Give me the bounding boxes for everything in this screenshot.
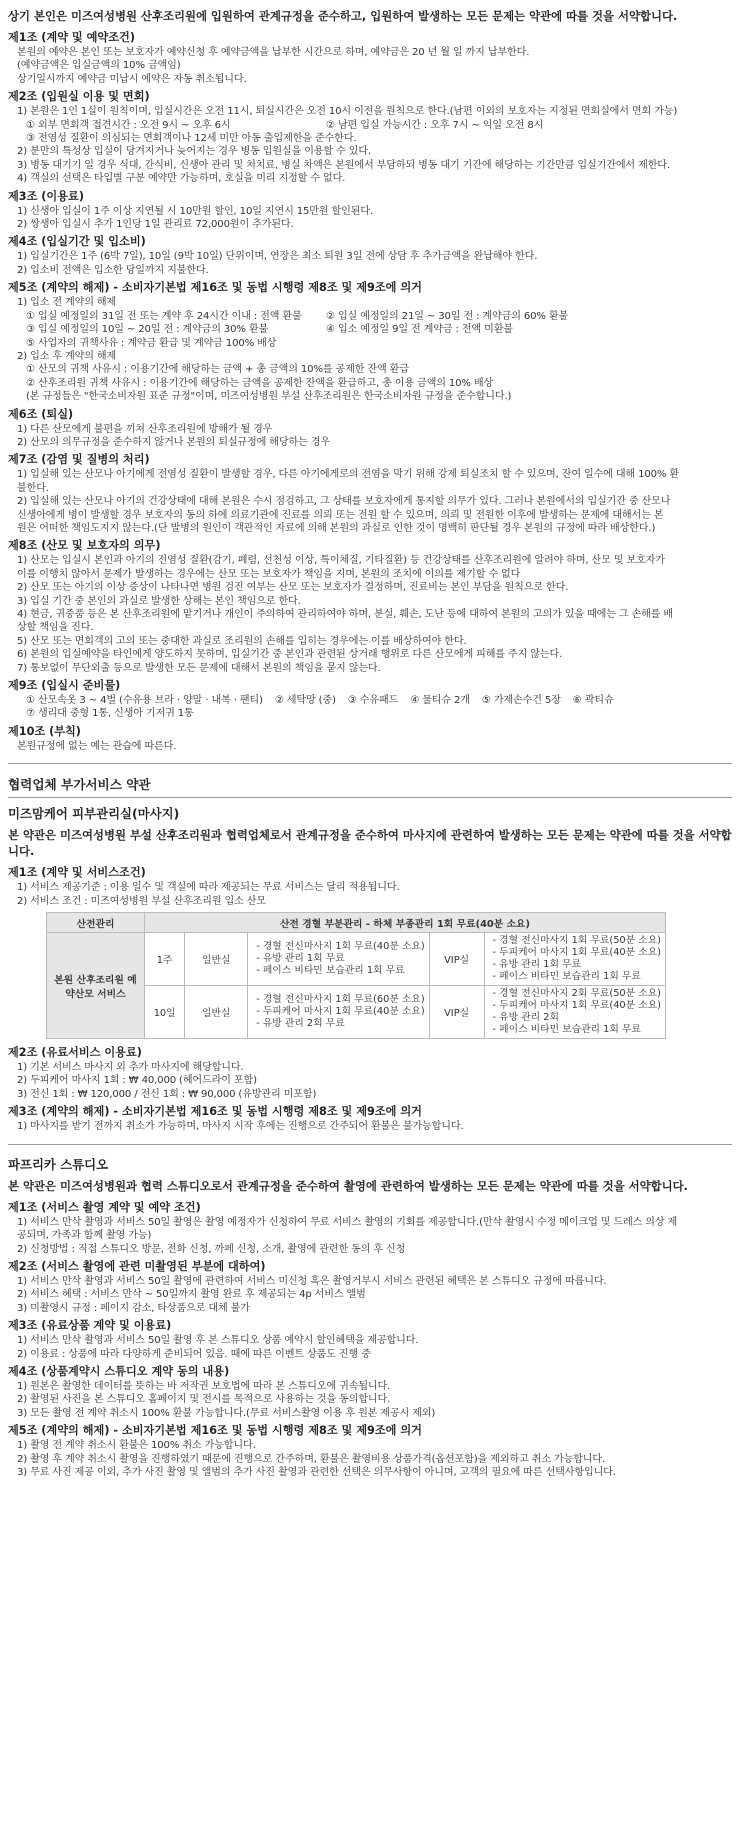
table-row-label: 본원 산후조리원 예약산모 서비스 [47, 933, 145, 1039]
studio-article [8, 1423, 732, 1479]
postpartum-article-title: 제10조 (부칙) [8, 724, 81, 738]
postpartum-article-line: 1) 다른 산모에게 불편을 끼쳐 산후조리원에 방해가 될 경우 [17, 423, 273, 435]
massage-article-1-line: 2) 서비스 조건 : 미즈여성병원 부설 산후조리원 입소 산모 [17, 895, 266, 907]
studio-article-line: 1) 원본은 촬영한 데이터를 뜻하는 바 저작권 보호법에 따라 본 스튜디오에 귀속됩니다. [17, 1380, 391, 1392]
service-item: - 경혈 전신마사지 1회 무료(60분 소요) [264, 994, 425, 1006]
vip-room-cell: VIP실 [429, 986, 484, 1039]
postpartum-article-title: 제7조 (감염 및 질병의 처리) [8, 453, 150, 467]
postpartum-article-line [8, 119, 732, 132]
studio-article-line: 1) 촬영 전 계약 취소시 환불은 100% 취소 가능합니다. [17, 1440, 256, 1452]
postpartum-article-line: ③ 전염성 질환이 의심되는 면회객이나 12세 미만 아동 출입제한을 준수한다. [26, 133, 357, 145]
studio-article-line: 1) 서비스 만삭 촬영과 서비스 50일 촬영 후 본 스튜디오 상품 예약시 할인혜택을 제공합니다. [17, 1335, 419, 1347]
massage-article-1-line: 1) 서비스 제공기준 : 이용 일수 및 객실에 따라 제공되는 무료 서비스는 달리 적용됩니다. [17, 882, 400, 894]
vip-services-cell [484, 986, 666, 1039]
studio-article [8, 1259, 732, 1315]
massage-article-3-title: 제3조 (계약의 해제) - 소비자기본법 제16조 및 동법 시행령 제8조 및 제9조에 의거 [8, 1105, 422, 1119]
service-item: - 두피케어 마사지 1회 무료(40분 소요) [501, 1000, 662, 1012]
massage-article-2-title: 제2조 (유료서비스 이용료) [8, 1046, 142, 1060]
article-line-item: ④ 입소 예정일 9일 전 계약금 : 전액 미환불 [326, 324, 513, 336]
postpartum-article-line: ① 산모의 귀책 사유시 : 이용기간에 해당하는 금액 + 총 금액의 10%를 공제한 잔액 환급 [26, 364, 409, 376]
postpartum-article-line: 2) 입소비 전액은 입소한 당일까지 지불한다. [17, 264, 209, 276]
postpartum-article-line: 상할 책임을 진다. [17, 622, 94, 634]
service-item: - 유방 관리 1회 무료 [501, 959, 662, 971]
postpartum-article-line: 6) 본원의 입실예약을 타인에게 양도하지 못하며, 입실기간 중 본인과 관련된 상거래 행위로 다른 산모에게 피해를 주지 않는다. [17, 649, 563, 661]
studio-article-title: 제1조 (서비스 촬영 계약 및 예약 조건) [8, 1200, 201, 1214]
divider [8, 1144, 732, 1145]
postpartum-article-line: 이를 이행치 않아서 문제가 발생하는 경우에는 산모 또는 보호자가 책임을 지며, 본원의 조치에 이의를 제기할 수 없다 [17, 568, 521, 580]
postpartum-article-line: ⑦ 생리대 중형 1통, 신생아 기저귀 1통 [26, 708, 194, 720]
studio-article-line: 2) 촬영된 사진을 본 스튜디오 홈페이지 및 전시를 목적으로 사용하는 것을 동의합니다. [17, 1394, 391, 1406]
postpartum-article-title: 제9조 (입실시 준비물) [8, 679, 121, 693]
postpartum-article-line: (본 규정들은 "한국소비자원 표준 규정"이며, 미즈여성병원 부설 산후조리원은 한국소비자원 규정을 준수합니다.) [26, 391, 512, 403]
postpartum-article-line [8, 323, 732, 336]
article-line-item: ① 외부 면회객 접견시간 : 오전 9시 ~ 오후 6시 [26, 119, 231, 131]
massage-article-1-title: 제1조 (계약 및 서비스조건) [8, 866, 146, 880]
postpartum-article-line: 4) 현금, 귀중품 등은 본 산후조리원에 맡기거나 개인이 주의하여 관리하여야 하며, 분실, 훼손, 도난 등에 대하여 본원의 고의가 있을 때에는 그 손해를 배 [17, 609, 674, 620]
studio-articles [8, 1200, 732, 1480]
vip-room-cell: VIP실 [429, 933, 484, 986]
postpartum-article-line: 3) 입실 기간 중 본인의 과실로 발생한 상해는 본인 책임으로 한다. [17, 595, 301, 607]
postpartum-article-line: 1) 입실해 있는 산모나 아기에게 전염성 질환이 발생할 경우, 다른 아기에게로의 전염을 막기 위해 강제 퇴실조치 할 수 있으며, 잔여 일수에 대해 100% 환 [17, 469, 680, 481]
postpartum-article-line: 본원의 예약은 본인 또는 보호자가 예약신청 후 예약금액을 납부한 시간으로 하며, 예약금은 20 년 월 일 까지 납부한다. [17, 47, 530, 58]
postpartum-article-line: 상기일시까지 예약금 미납시 예약은 자동 취소됩니다. [17, 73, 247, 85]
massage-article-3-line: 1) 마사지를 받기 전까지 취소가 가능하며, 마사지 시작 후에는 진행으로 간주되어 환불은 불가능합니다. [17, 1121, 464, 1133]
postpartum-article-line: 1) 입실기간은 1주 (6박 7일), 10일 (9박 10일) 단위이며, 연장은 최소 퇴원 3일 전에 상담 후 추가금액을 완납해야 한다. [17, 251, 538, 263]
postpartum-article [8, 89, 732, 185]
postpartum-article-line: ⑤ 사업자의 귀책사유 : 계약금 환급 및 계약금 100% 배상 [26, 337, 277, 349]
postpartum-article-title: 제8조 (산모 및 보호자의 의무) [8, 539, 161, 553]
postpartum-article-line [8, 310, 732, 323]
service-item: - 페이스 비타민 보습관리 1회 무료 [264, 965, 425, 977]
service-item: - 경혈 전신마사지 1회 무료(40분 소요) [264, 941, 425, 953]
postpartum-article-line: 7) 통보없이 무단외출 등으로 발생한 모든 문제에 대해서 본원의 책임을 묻지 않는다. [17, 662, 381, 674]
studio-article-line: 3) 미촬영시 규정 : 페이지 감소, 타상품으로 대체 불가 [17, 1302, 250, 1314]
postpartum-article-line: 불한다. [17, 482, 49, 494]
postpartum-article-line: 1) 본원은 1인 1실이 원칙이며, 입실시간은 오전 11시, 퇴실시간은 오전 10시 이전을 원칙으로 한다.(남편 이외의 보호자는 지정된 면회실에서 면회 가능) [17, 106, 678, 118]
postpartum-article-line: 2) 산모의 의무규정을 준수하지 않거나 본원의 퇴실규정에 해당하는 경우 [17, 436, 330, 448]
studio-article-line: 3) 무료 사진 제공 이외, 추가 사진 촬영 및 앨범의 추가 사진 촬영과 관련한 선택은 의무사항이 아니며, 고객의 필요에 따른 선택사항입니다. [17, 1466, 616, 1478]
studio-article-line: 1) 서비스 만삭 촬영과 서비스 50일 촬영은 촬영 예정자가 신청하여 무료 서비스 촬영의 기회를 제공합니다.(만삭 촬영시 수정 메이크업 및 드레스 의상 제 [17, 1216, 678, 1228]
table-header-prenatal-desc: 산전 경혈 부분관리 - 하체 부종관리 1회 무료(40분 소요) [144, 913, 665, 933]
service-item: - 경혈 전신마사지 2회 무료(50분 소요) [501, 988, 662, 1000]
postpartum-article [8, 724, 732, 753]
postpartum-article-title: 제3조 (이용료) [8, 189, 84, 203]
room-cell: 일반실 [185, 933, 248, 986]
service-item: - 경혈 전신마사지 1회 무료(50분 소요) [501, 935, 662, 947]
service-item: - 두피케어 마사지 1회 무료(40분 소요) [501, 947, 662, 959]
postpartum-article [8, 452, 732, 535]
postpartum-article-line: 원은 어떠한 책임도지지 않는다.(단 발병의 원인이 객관적인 자료에 의해 본원의 과실로 인한 것이 명백히 판단될 경우 본원의 규정에 따라 배상한다.) [17, 522, 656, 534]
studio-article-line: 2) 이용료 : 상품에 따라 다양하게 준비되어 있음. 때에 따른 이벤트 상품도 진행 중 [17, 1348, 371, 1360]
studio-intro: 본 약관은 미즈여성병원과 협력 스튜디오로서 관계규정을 준수하여 촬영에 관련하여 발생하는 모든 문제는 약관에 따를 것을 서약합니다. [8, 1178, 689, 1193]
article-line-item: ③ 수유패드 [347, 695, 399, 707]
postpartum-article [8, 407, 732, 450]
service-item: - 유방 관리 2회 [501, 1012, 662, 1024]
massage-service-table [46, 912, 666, 1039]
postpartum-article-line: 2) 산모 또는 아기의 이상 증상이 나타나면 병원 검진 여부는 산모 또는 보호자가 결정하며, 진료비는 본인 부담을 원칙으로 한다. [17, 582, 569, 594]
studio-article-line: 2) 서비스 혜택 : 서비스 만삭 ~ 50일까지 촬영 완료 후 제공되는 4p 서비스 앨범 [17, 1289, 366, 1301]
room-cell: 일반실 [185, 986, 248, 1039]
postpartum-article-line: 본원규정에 없는 예는 관습에 따른다. [17, 740, 177, 752]
studio-article-line: 3) 모든 촬영 전 계약 취소시 100% 환불 가능합니다.(무료 서비스촬영 이용 후 원본 제공시 제외) [17, 1407, 436, 1419]
studio-article [8, 1364, 732, 1420]
postpartum-article-title: 제5조 (계약의 해제) - 소비자기본법 제16조 및 동법 시행령 제8조 및 제9조에 의거 [8, 281, 422, 295]
service-item: - 페이스 비타민 보습관리 1회 무료 [501, 971, 662, 983]
studio-article [8, 1318, 732, 1361]
studio-article-line: 2) 촬영 후 계약 취소시 촬영을 진행하였기 때문에 진행으로 간주하며, 환불은 촬영비용 상품가격(옵션포함)을 제외하고 취소 가능합니다. [17, 1453, 606, 1465]
postpartum-article-line: 1) 산모는 입실시 본인과 아기의 전염성 질환(감기, 폐렴, 선천성 이상, 특이체질, 기타질환) 등 건강상태를 산후조리원에 알려야 하며, 산모 및 보호자가 [17, 555, 665, 567]
studio-section [8, 1155, 732, 1480]
postpartum-article-line: 2) 입실해 있는 산모나 아기의 건강상태에 대해 본원은 수시 점검하고, 그 상태를 보호자에게 통지할 의무가 있다. 그러나 본원에서의 입실기간 중 산모나 [17, 496, 671, 508]
massage-article-2-line: 3) 전신 1회 : ₩ 120,000 / 전신 1회 : ₩ 90,000 (유방관리 미포함) [17, 1088, 317, 1100]
studio-article-title: 제5조 (계약의 해제) - 소비자기본법 제16조 및 동법 시행령 제8조 및 제9조에 의거 [8, 1424, 422, 1438]
service-item: - 유방 관리 2회 무료 [264, 1018, 425, 1030]
general-services-cell [248, 986, 430, 1039]
divider [8, 763, 732, 764]
postpartum-article [8, 189, 732, 232]
postpartum-article-line: 1) 신생아 입실이 1주 이상 지연될 시 10만원 할인, 10일 지연시 15만원 할인된다. [17, 205, 373, 217]
postpartum-article-line: 2) 분만의 특성상 입실이 당겨지거나 늦어지는 경우 병동 입원실을 이용할 수 있다. [17, 146, 371, 158]
period-cell: 1주 [144, 933, 184, 986]
massage-article-2-line: 1) 기본 서비스 마사지 외 추가 마사지에 해당합니다. [17, 1062, 244, 1074]
general-services-cell [248, 933, 430, 986]
studio-article-line: 1) 서비스 만삭 촬영과 서비스 50일 촬영에 관련하여 서비스 미신청 혹은 촬영거부시 서비스 관련된 혜택은 본 스튜디오 규정에 따릅니다. [17, 1275, 607, 1287]
studio-article-title: 제2조 (서비스 촬영에 관련 미촬영된 부분에 대하여) [8, 1259, 266, 1273]
postpartum-article [8, 678, 732, 721]
article-line-item: ② 세탁망 (중) [274, 695, 336, 707]
article-line-item: ⑥ 곽티슈 [572, 695, 614, 707]
article-line-item: ① 산모속옷 3 ~ 4벌 (수유용 브라 · 양말 · 내복 · 팬티) [26, 695, 263, 707]
service-item: - 페이스 비타민 보습관리 1회 무료 [501, 1024, 662, 1036]
article-line-item: ② 남편 입실 가능시간 : 오후 7시 ~ 익일 오전 8시 [326, 119, 544, 131]
postpartum-article-title: 제1조 (계약 및 예약조건) [8, 31, 135, 44]
postpartum-article-line: 1) 입소 전 계약의 해제 [17, 297, 117, 309]
agreement-intro: 상기 본인은 미즈여성병원 산후조리원에 입원하여 관계규정을 준수하고, 입원하여 발생하는 모든 문제는 약관에 따를 것을 서약합니다. [8, 9, 678, 23]
vip-services-cell [484, 933, 666, 986]
partner-service-title: 협력업체 부가서비스 약관 [8, 774, 732, 798]
postpartum-article [8, 538, 732, 675]
postpartum-article-line: (예약금액은 입실금액의 10% 금액임) [17, 60, 181, 72]
studio-article-line: 2) 신청방법 : 직접 스튜디오 방문, 전화 신청, 까페 신청, 소개, 촬영에 관련한 동의 후 신청 [17, 1243, 406, 1255]
article-line-item: ④ 물티슈 2개 [410, 695, 470, 707]
postpartum-article-title: 제4조 (입실기간 및 입소비) [8, 235, 146, 249]
massage-title: 미즈맘케어 피부관리실(마사지) [8, 806, 180, 822]
article-line-item: ③ 입실 예정일의 10일 ~ 20일 전 : 계약금의 30% 환불 [26, 324, 269, 336]
studio-title: 파프리카 스튜디오 [8, 1156, 109, 1172]
period-cell: 10일 [144, 986, 184, 1039]
postpartum-article-line: 5) 산모 또는 면회객의 고의 또는 중대한 과실로 조리원의 손해를 입히는 경우에는 이를 배상하여야 한다. [17, 635, 467, 647]
postpartum-article-title: 제6조 (퇴실) [8, 407, 74, 421]
studio-article-title: 제4조 (상품계약시 스튜디오 계약 동의 내용) [8, 1364, 230, 1378]
massage-article-2-line: 2) 두피케어 마사지 1회 : ₩ 40,000 (헤어드라이 포함) [17, 1075, 257, 1087]
studio-article-title: 제3조 (유료상품 계약 및 이용료) [8, 1319, 172, 1333]
studio-article-line: 공되며, 가족과 함께 촬영 가능) [17, 1230, 152, 1242]
postpartum-article-line: 2) 입소 후 계약의 해제 [17, 350, 117, 362]
article-line-item: ② 입실 예정일의 21일 ~ 30일 전 : 계약금의 60% 환불 [326, 310, 569, 322]
postpartum-article-line: 4) 객실의 선택은 타입별 구분 예약만 가능하며, 호실을 미리 지정할 수 없다. [17, 173, 346, 185]
postpartum-article [8, 280, 732, 403]
table-header-prenatal: 산전관리 [47, 913, 145, 933]
studio-article [8, 1200, 732, 1256]
service-item: - 두피케어 마사지 1회 무료(40분 소요) [264, 1006, 425, 1018]
article-line-item: ① 입실 예정일의 31일 전 또는 계약 후 24시간 이내 : 전액 환불 [26, 310, 302, 322]
massage-section [8, 804, 732, 1133]
massage-intro: 본 약관은 미즈여성병원 부설 산후조리원과 협력업체로서 관계규정을 준수하여 마사지에 관련하여 발생하는 모든 문제는 약관에 따를 것을 서약합니다. [8, 828, 732, 859]
postpartum-article [8, 234, 732, 277]
postpartum-article-line [8, 694, 732, 707]
postpartum-article-title: 제2조 (입원실 이용 및 면회) [8, 90, 150, 104]
postpartum-articles [8, 30, 732, 753]
service-item: - 유방 관리 1회 무료 [264, 953, 425, 965]
postpartum-article [8, 30, 732, 86]
postpartum-article-line: 신생아에게 병이 발생할 경우 보호자의 동의 하에 의료기관에 진료를 의뢰 또는 전원 할 수 있으며, 의뢰 및 전원한 이후에 발생하는 문제에 대해서는 본 [17, 509, 664, 521]
postpartum-article-line: 3) 병동 대기기 일 경우 식대, 간식비, 신생아 관리 및 처치료, 병실 차액은 본원에서 부담하되 병동 대기 기간에 해당하는 기간만큼 입실기간에서 제한다. [17, 159, 670, 171]
postpartum-article-line: 2) 쌍생아 입실시 추가 1인당 1일 관리료 72,000원이 추가된다. [17, 219, 294, 231]
article-line-item: ⑤ 가제손수건 5장 [481, 695, 561, 707]
postpartum-article-line: ② 산후조리원 귀책 사유시 : 이용기간에 해당하는 금액을 공제한 잔액을 환급하고, 총 이용 금액의 10% 배상 [26, 377, 494, 389]
